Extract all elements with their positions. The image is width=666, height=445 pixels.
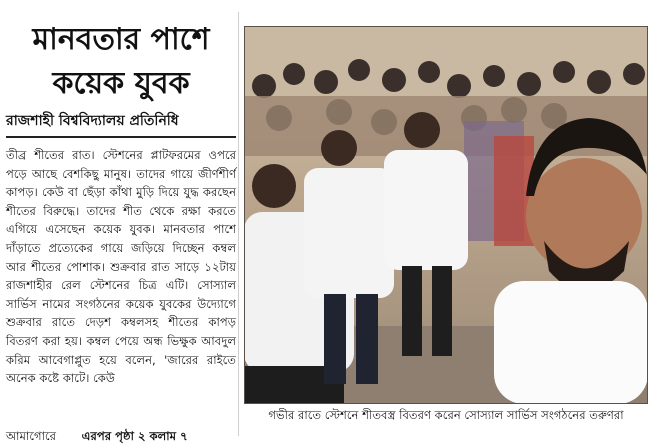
photo-caption: গভীর রাতে স্টেশনে শীতবস্ত্র বিতরণ করেন সোস্যাল সার্ভিস সংগঠনের তরুণরা [244, 404, 648, 426]
jump-prefix: আমাগোরে [6, 429, 56, 443]
photo-illustration [244, 26, 648, 404]
ceiling [244, 26, 648, 96]
column-divider [238, 12, 239, 436]
jump-line [6, 427, 236, 445]
article-column [6, 22, 236, 443]
article-body [6, 146, 236, 388]
byline: রাজশাহী বিশ্ববিদ্যালয় প্রতিনিধি [6, 112, 236, 138]
headline-line-2: কয়েক যুবক [52, 66, 190, 101]
jump-continuation: এরপর পৃষ্ঠা ২ কলাম ৭ [81, 429, 188, 443]
photo [244, 26, 648, 404]
headline-line-1: মানবতার পাশে [32, 22, 210, 57]
article-body-text: তীব্র শীতের রাত। স্টেশনের প্লাটফরমের ওপরে পড়ে আছে বেশকিছু মানুষ। তাদের গায়ে জীর্ণশীর্ণ কাপড়। কেউ বা ছেঁড়া কাঁথা মুড়ি দিয়ে যুদ্ধ করছেন শীতের বিরুদ্ধে। তাদের শীত থেকে রক্ষা করতে এগিয়ে এসেছেন কয়েক যুবক। মানবতার পাশে দাঁড়াতে প্রত্যেকের গায়ে জড়িয়ে দিচ্ছেন কম্বল আর শীতের পোশাক। শুক্রবার রাত সাড়ে ১২টায় রাজশাহীর রেল স্টেশনের চিত্র এটি। সোস্যাল সার্ভিস নামের সংগঠনের কয়েক যুবকের উদ্যোগে শুক্রবার রাতে দেড়শ কম্বলসহ শীতের কাপড় বিতরণ করা হয়। কম্বল পেয়ে অন্ধ ভিক্ষুক আবদুল করিম আবেগাপ্লুত হয়ে বলেন, 'জারের রাইতে অনেক কষ্টে কাটে। কেউ [6, 148, 236, 386]
